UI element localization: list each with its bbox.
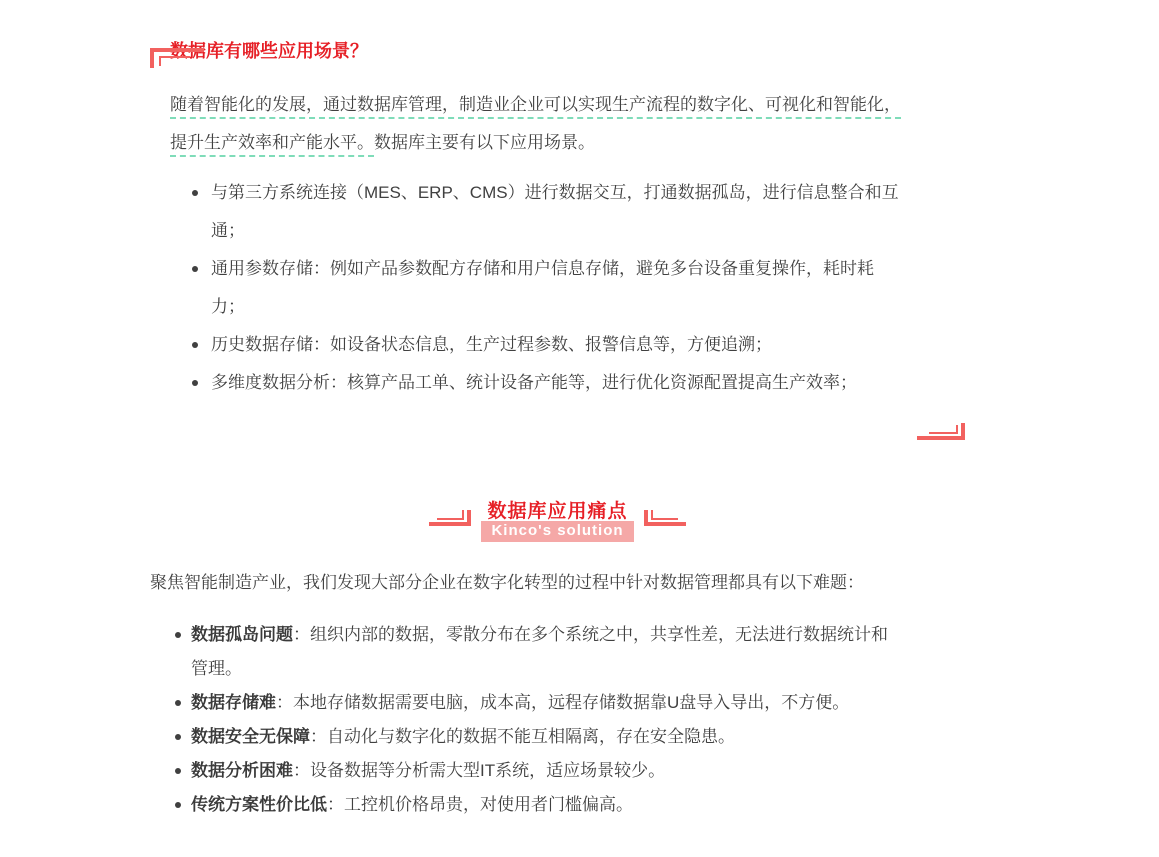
- pain-point-desc: ：组织内部的数据，零散分布在多个系统之中，共享性差，无法进行数据统计和管理。: [191, 625, 888, 678]
- pain-point-desc: ：设备数据等分析需大型IT系统，适应场景较少。: [293, 761, 666, 780]
- section1-heading: 数据库有哪些应用场景？: [170, 41, 368, 61]
- section-scenarios: [170, 38, 1159, 402]
- corner-bracket-bottom-right-icon: [915, 422, 965, 440]
- pain-point-list: [176, 618, 900, 822]
- paragraph-plain-segment: 数据库主要有以下应用场景。: [374, 133, 595, 152]
- corner-bracket-inner: [929, 425, 958, 434]
- corner-bracket-inner: [159, 56, 190, 66]
- banner-row: [429, 498, 685, 524]
- article-page: [0, 38, 1159, 857]
- pain-point-term: 数据存储难: [191, 693, 276, 712]
- pain-point-term: 数据孤岛问题: [191, 625, 293, 644]
- banner-bracket-right-icon: [640, 498, 686, 526]
- banner-title: 数据库应用痛点: [487, 501, 628, 522]
- list-item: [176, 788, 900, 822]
- pain-point-term: 数据分析困难: [191, 761, 293, 780]
- list-item: 多维度数据分析：核算产品工单、统计设备产能等，进行优化资源配置提高生产效率；: [192, 364, 901, 402]
- list-item: [176, 754, 900, 788]
- banner-subtitle-badge: Kinco's solution: [481, 521, 633, 542]
- list-item: 通用参数存储：例如产品参数配方存储和用户信息存储，避免多台设备重复操作，耗时耗力；: [192, 250, 901, 326]
- paragraph-underlined-segment-2: 提升生产效率和产能水平。: [170, 133, 374, 157]
- section-pain-points: [150, 566, 910, 822]
- pain-point-desc: ：工控机价格昂贵，对使用者门槛偏高。: [327, 795, 633, 814]
- pain-point-term: 传统方案性价比低: [191, 795, 327, 814]
- pain-point-desc: ：本地存储数据需要电脑，成本高，远程存储数据靠U盘导入导出，不方便。: [276, 693, 850, 712]
- corner-bracket-top-left-icon: [150, 48, 208, 72]
- scenario-list: [192, 174, 901, 402]
- banner-bracket-left-icon: [429, 498, 475, 526]
- list-item: [176, 618, 900, 686]
- list-item: [176, 686, 900, 720]
- section2-paragraph: 聚焦智能制造产业，我们发现大部分企业在数字化转型的过程中针对数据管理都具有以下难题：: [150, 573, 864, 592]
- paragraph-underlined-segment-1: 随着智能化的发展，通过数据库管理，制造业企业可以实现生产流程的数字化、可视化和智能化，: [170, 95, 901, 119]
- pain-point-desc: ：自动化与数字化的数据不能互相隔离，存在安全隐患。: [310, 727, 735, 746]
- list-item: 与第三方系统连接（MES、ERP、CMS）进行数据交互，打通数据孤岛，进行信息整合和互通；: [192, 174, 901, 250]
- list-item: 历史数据存储：如设备状态信息，生产过程参数、报警信息等，方便追溯；: [192, 326, 901, 364]
- banner: [0, 498, 1137, 542]
- section1-paragraph: [170, 86, 910, 162]
- pain-point-term: 数据安全无保障: [191, 727, 310, 746]
- list-item: [176, 720, 900, 754]
